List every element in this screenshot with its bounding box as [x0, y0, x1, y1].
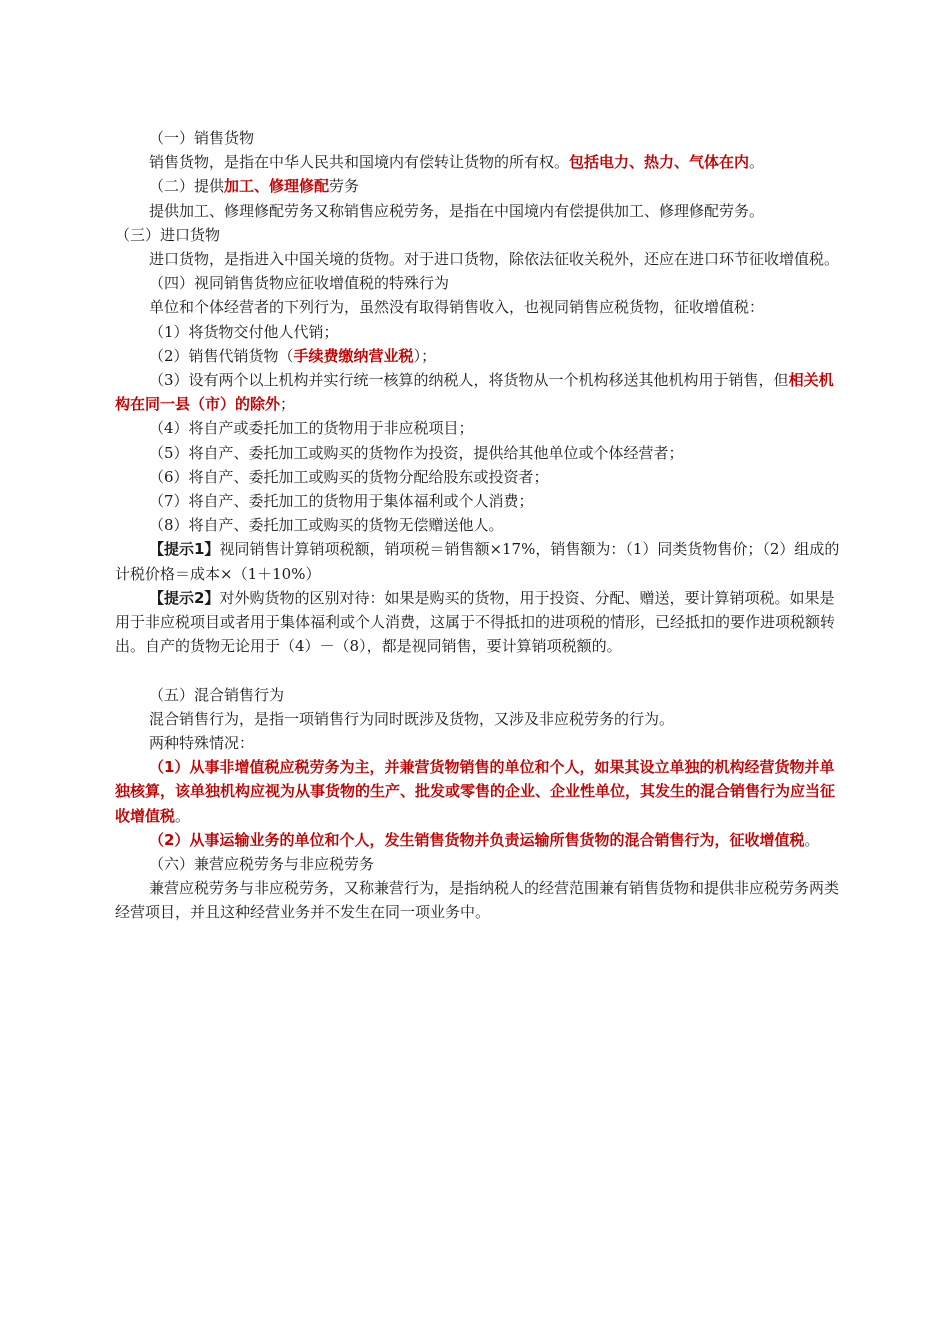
- section-4-item-4-text: （4）将自产或委托加工的货物用于非应税项目；: [149, 419, 474, 438]
- section-5-heading: [115, 683, 843, 707]
- section-4-intro: [115, 295, 843, 319]
- section-6-text: 兼营应税劳务与非应税劳务，又称兼营行为，是指纳税人的经营范围兼有销售货物和提供非应税劳务两类经营项目，并且这种经营业务并不发生在同一项业务中。: [115, 879, 840, 922]
- section-5-case-1-emphasis: （1）从事非增值税应税劳务为主，并兼营货物销售的单位和个人，如果其设立单独的机构经营货物并单独核算，该单独机构应视为从事货物的生产、批发或零售的企业、企业性单位，其发生的混合销售行为应当征收增值税: [115, 758, 836, 825]
- section-4-item-2-emphasis: 手续费缴纳营业税: [293, 346, 414, 365]
- section-6-paragraph: [115, 876, 843, 924]
- section-4-item-7: [115, 489, 843, 513]
- section-4-item-3: [115, 368, 843, 416]
- document-body: [115, 126, 843, 925]
- section-2-heading-b: 劳务: [329, 177, 360, 196]
- section-4-item-2-a: （2）销售代销货物（: [149, 346, 294, 365]
- section-2-heading-emphasis: 加工、修理修配: [224, 177, 330, 196]
- section-5-special-text: 两种特殊情况：: [149, 734, 255, 753]
- section-3-heading-text: （三）进口货物: [115, 225, 221, 244]
- section-5-case-2: [115, 828, 843, 852]
- section-4-heading-text: （四）视同销售货物应征收增值税的特殊行为: [149, 274, 450, 293]
- section-4-item-8-text: （8）将自产、委托加工或购买的货物无偿赠送他人。: [149, 516, 504, 535]
- section-3-paragraph: [115, 247, 843, 271]
- section-1-end: 。: [749, 153, 765, 172]
- section-4-item-8: [115, 513, 843, 537]
- section-4-item-6: [115, 465, 843, 489]
- section-4-item-3-b: ；: [280, 395, 296, 414]
- section-4-item-2: [115, 344, 843, 368]
- section-5-heading-text: （五）混合销售行为: [149, 685, 285, 704]
- tip-1-label: 【提示1】: [149, 540, 220, 559]
- section-5-special: [115, 731, 843, 755]
- section-3-heading: [115, 223, 843, 247]
- tip-2-text: 对外购货物的区别对待：如果是购买的货物，用于投资、分配、赠送，要计算销项税。如果是用于非应税项目或者用于集体福利或个人消费，这属于不得抵扣的进项税的情形，已经抵扣的要作进项税额转出。自产的货物无论用于（4）－（8），都是视同销售，要计算销项税额的。: [115, 588, 836, 656]
- section-2-paragraph: [115, 199, 843, 223]
- section-4-item-4: [115, 416, 843, 440]
- section-4-item-3-a: （3）设有两个以上机构并实行统一核算的纳税人，将货物从一个机构移送其他机构用于销售，但: [149, 371, 789, 390]
- blank-line: [115, 658, 843, 682]
- section-2-text: 提供加工、修理修配劳务又称销售应税劳务，是指在中国境内有偿提供加工、修理修配劳务。: [149, 201, 765, 220]
- tip-2-label: 【提示2】: [149, 588, 220, 607]
- section-5-case-1: [115, 755, 843, 828]
- section-1-text: 销售货物，是指在中华人民共和国境内有偿转让货物的所有权。: [149, 153, 570, 172]
- section-5-paragraph: [115, 707, 843, 731]
- section-4-item-3-emphasis: 相关机构在同一县（市）的除外: [115, 371, 834, 414]
- section-6-heading: [115, 852, 843, 876]
- section-5-text: 混合销售行为，是指一项销售行为同时既涉及货物，又涉及非应税劳务的行为。: [149, 709, 675, 728]
- section-4-item-6-text: （6）将自产、委托加工或购买的货物分配给股东或投资者；: [149, 467, 549, 486]
- section-1-heading-text: （一）销售货物: [149, 129, 255, 147]
- tip-1: [115, 537, 843, 585]
- section-4-item-1-text: （1）将货物交付他人代销；: [149, 322, 339, 341]
- section-2-heading: [115, 174, 843, 198]
- section-3-text: 进口货物，是指进入中国关境的货物。对于进口货物，除依法征收关税外，还应在进口环节征收增值税。: [149, 250, 840, 269]
- section-1-heading: [115, 126, 843, 150]
- section-2-heading-a: （二）提供: [149, 177, 225, 196]
- section-5-case-2-end: 。: [804, 830, 820, 849]
- section-4-item-1: [115, 320, 843, 344]
- section-1-emphasis: 包括电力、热力、气体在内: [569, 153, 750, 172]
- tip-2: [115, 586, 843, 659]
- section-4-heading: [115, 271, 843, 295]
- section-4-item-5: [115, 441, 843, 465]
- section-6-heading-text: （六）兼营应税劳务与非应税劳务: [149, 855, 375, 874]
- tip-1-text: 视同销售计算销项税额，销项税＝销售额×17%，销售额为：（1）同类货物售价；（2）组成的计税价格＝成本×（1＋10%）: [115, 540, 840, 583]
- section-5-case-1-end: 。: [175, 806, 191, 825]
- section-5-case-2-emphasis: （2）从事运输业务的单位和个人，发生销售货物并负责运输所售货物的混合销售行为，征收增值税: [149, 830, 805, 849]
- section-4-item-5-text: （5）将自产、委托加工或购买的货物作为投资，提供给其他单位或个体经营者；: [149, 443, 684, 462]
- section-4-item-2-b: ）；: [413, 346, 437, 365]
- section-4-item-7-text: （7）将自产、委托加工的货物用于集体福利或个人消费；: [149, 492, 534, 511]
- section-4-intro-text: 单位和个体经营者的下列行为，虽然没有取得销售收入，也视同销售应税货物，征收增值税：: [149, 298, 765, 317]
- section-1-paragraph: [115, 150, 843, 174]
